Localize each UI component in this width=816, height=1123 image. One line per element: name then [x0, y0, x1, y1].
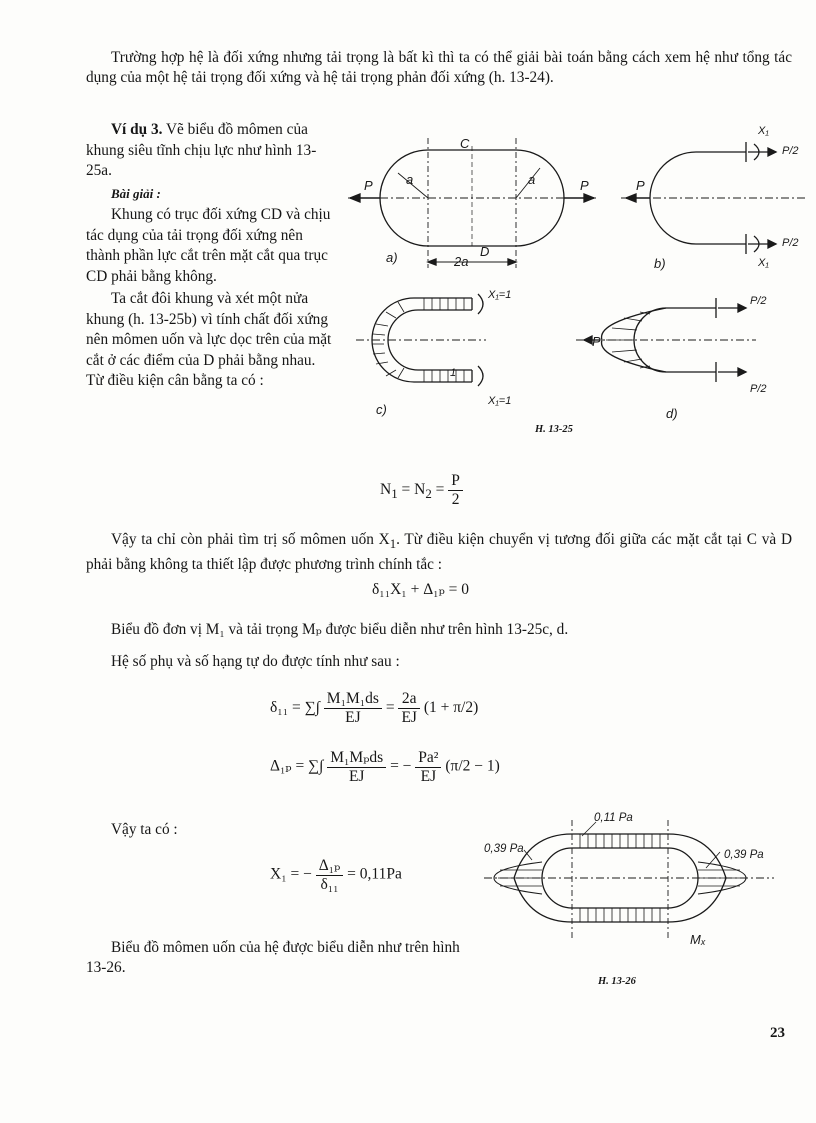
label-sub-b: b)	[654, 256, 666, 271]
solution-paragraph-2: Ta cắt đôi khung và xét một nửa khung (h. 13-25b) vì tính chất đối xứng nên mômen uốn và lực dọc trên của mặt cắt ở các điểm của D phải bằng nhau. Từ điều kiện cân bằng ta có :	[86, 290, 332, 389]
label-x1eq1-top: X₁=1	[488, 289, 512, 301]
paragraph-diagrams: Biểu đồ đơn vị M₁ và tải trọng Mₚ được biểu diễn như trên hình 13-25c, d.	[111, 621, 569, 638]
label-mx: Mₓ	[690, 932, 706, 947]
label-a-left: a	[406, 172, 414, 187]
label-d: D	[480, 244, 490, 259]
caption-fig-13-25: H. 13-25	[535, 424, 573, 435]
label-039pa-left: 0,39 Pa	[484, 843, 524, 855]
page-number: 23	[770, 1025, 785, 1041]
label-039pa-right: 0,39 Pa	[724, 849, 764, 861]
figure-13-25	[336, 118, 816, 438]
so-we-have: Vậy ta có :	[111, 821, 178, 838]
example-label: Ví dụ 3.	[111, 121, 163, 138]
label-a-right: a	[528, 172, 536, 187]
label-sub-d: d)	[666, 406, 678, 421]
label-p-d: P	[592, 334, 601, 349]
equation-x1: X₁ = − $\frac{\text{Δ₁ₚ}}{\text{δ₁₁}}$ = 0,11Pa	[270, 857, 402, 893]
label-x1eq1-bottom: X₁=1	[488, 395, 512, 407]
label-sub-a: a)	[386, 250, 398, 265]
equation-delta1p: Δ₁ₚ = ∑∫ $\frac{\text{M₁Mₚds}}{EJ}$ = − $\frac{\text{Pa²}}{EJ}$ (π/2 − 1)	[270, 748, 500, 785]
label-p2-d-top: P/2	[750, 295, 767, 307]
label-p-left: P	[364, 178, 373, 193]
label-p2-d-bottom: P/2	[750, 383, 767, 395]
equation-delta11: δ₁₁ = ∑∫ $\frac{\text{M₁M₁ds}}{EJ}$ = $\frac{2a}{EJ}$ (1 + π/2)	[270, 690, 479, 726]
intro-paragraph: Trường hợp hệ là đối xứng nhưng tải trọng là bất kì thì ta có thể giải bài toán bằng cách xem hệ như tổng tác dụng của một hệ tải trọng đối xứng và hệ tải trọng phản đối xứng (h. 13-24).	[86, 49, 792, 86]
label-x1-bottom: X₁	[758, 257, 769, 269]
paragraph-unknown: Vậy ta chỉ còn phải tìm trị số mômen uốn $X_1$. Từ điều kiện chuyển vị tương đối giữa các mặt cắt tại C và D phải bằng không ta thiết lập được phương trình chính tắc :	[86, 531, 792, 573]
figure-13-26	[484, 812, 784, 947]
example-text: Vẽ biểu đồ mômen của khung siêu tĩnh chịu lực như hình 13-25a.	[86, 121, 317, 179]
label-2a: 2a	[454, 254, 469, 269]
label-p2-bottom: P/2	[782, 237, 799, 249]
paragraph-coefficients: Hệ số phụ và số hạng tự do được tính như sau :	[111, 653, 400, 670]
label-one: 1	[450, 367, 457, 379]
label-c: C	[460, 136, 470, 151]
equation-canonical: δ₁₁X₁ + Δ₁ₚ = 0	[372, 581, 470, 598]
example-block	[86, 120, 334, 392]
label-011pa: 0,11 Pa	[594, 812, 633, 824]
final-paragraph: Biểu đồ mômen uốn của hệ được biểu diễn như trên hình 13-26.	[86, 939, 460, 976]
solution-label: Bài giải :	[111, 185, 161, 201]
label-p2-top: P/2	[782, 145, 799, 157]
label-x1-top: X₁	[758, 125, 769, 137]
caption-fig-13-26: H. 13-26	[598, 976, 636, 987]
label-p-right: P	[580, 178, 589, 193]
solution-paragraph-1: Khung có trục đối xứng CD và chịu tác dụng của tải trọng đối xứng nên thành phần lực cắt trên mặt cắt qua trục CD phải bằng không.	[86, 206, 331, 285]
equation-n: $N_1 = N_2$ = $\frac{P}{2}$	[380, 472, 463, 509]
label-sub-c: c)	[376, 402, 387, 417]
label-p-b: P	[636, 178, 645, 193]
